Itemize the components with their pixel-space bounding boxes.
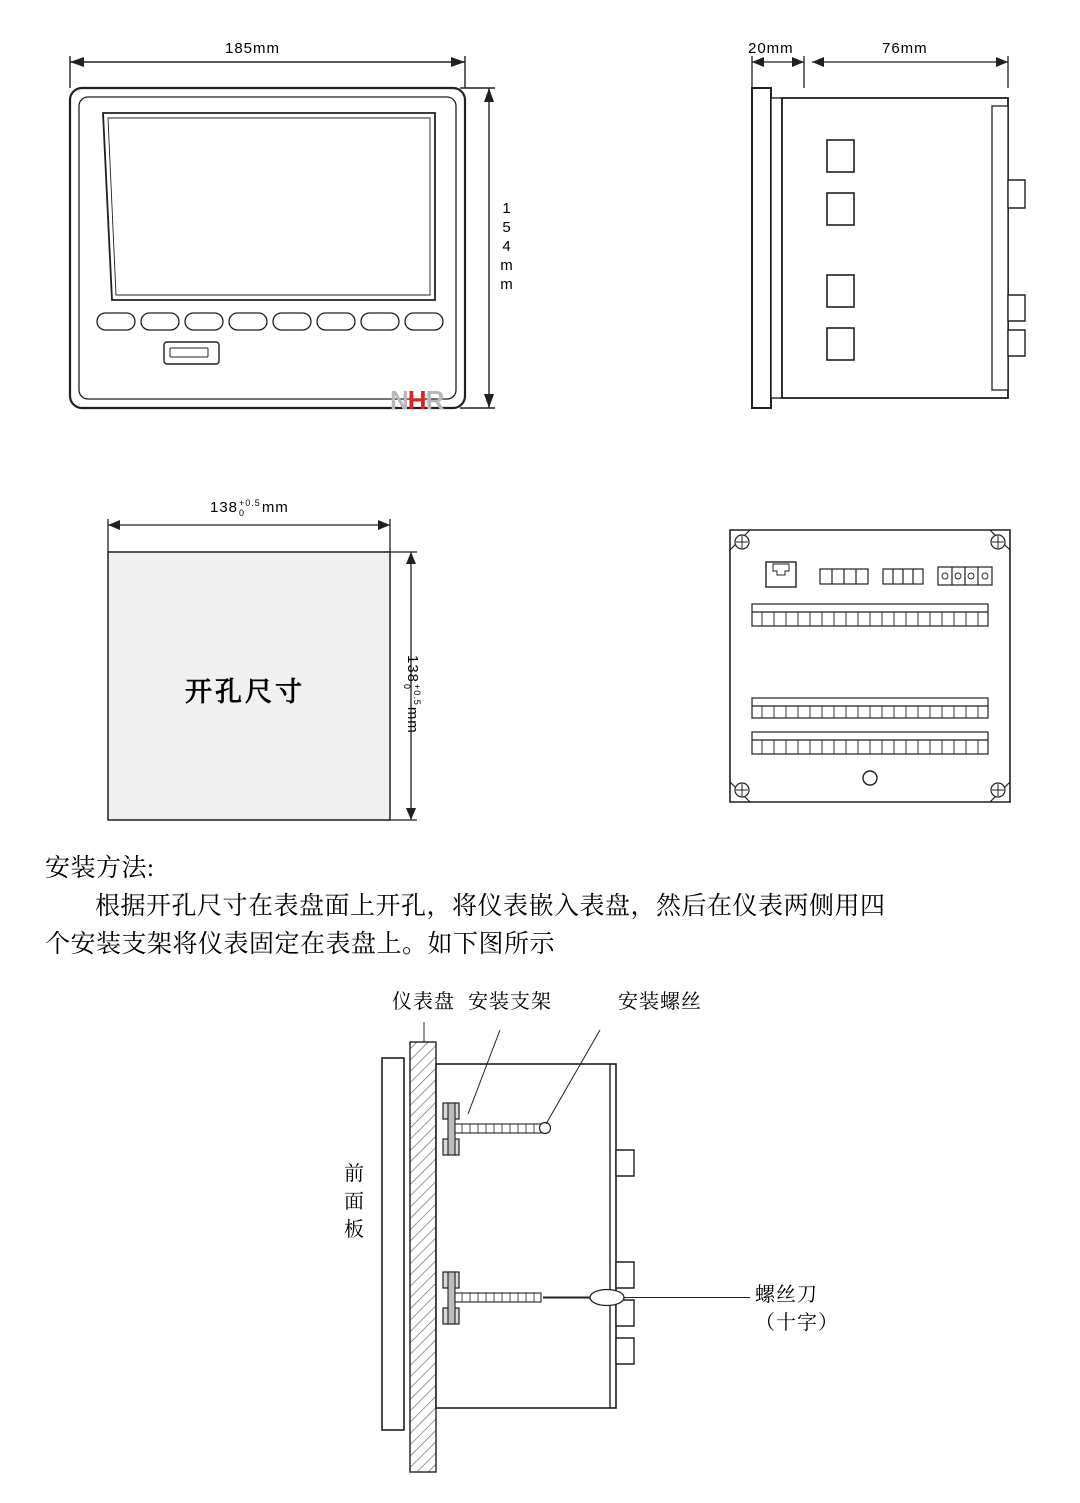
side-body-depth-dimension: 76mm: [882, 40, 928, 57]
front-width-dimension: 185mm: [225, 40, 281, 57]
installation-text-block: [45, 850, 1045, 964]
front-panel-view: [40, 30, 560, 430]
cutout-width-tolerance: [239, 498, 261, 518]
cutout-height-value: 138: [404, 655, 422, 684]
panel-cutout-view: [60, 480, 480, 850]
cutout-height-tolerance: [402, 684, 422, 706]
cutout-width-unit: mm: [261, 498, 289, 516]
cutout-height-dimension: [402, 655, 422, 734]
cutout-height-unit: mm: [404, 706, 422, 734]
cutout-width-tol-upper: +0.5: [239, 498, 261, 508]
ethernet-port: [766, 562, 796, 587]
label-screwdriver-line2: （十字）: [755, 1312, 839, 1334]
label-panel: 仪表盘: [392, 991, 455, 1013]
cutout-height-tol-lower: 0: [402, 684, 412, 691]
rear-terminal-view: [720, 520, 1040, 820]
brand-logo-n: N: [390, 385, 408, 415]
front-height-dimension: 154mm: [498, 200, 515, 295]
cutout-height-tol-upper: +0.5: [412, 684, 422, 706]
cutout-width-dimension: [210, 498, 289, 518]
installation-paragraph-1: 根据开孔尺寸在表盘面上开孔，将仪表嵌入表盘，然后在仪表两侧用四: [95, 893, 886, 920]
section-heading: 安装方法:: [45, 855, 155, 882]
label-front-panel: 前面板: [344, 1163, 364, 1241]
brand-logo-h: H: [407, 385, 426, 415]
side-bezel-depth-dimension: 20mm: [748, 40, 794, 57]
side-profile-view: [720, 30, 1050, 430]
cutout-width-value: 138: [210, 498, 239, 516]
label-screw: 安装螺丝: [618, 991, 702, 1013]
cutout-width-tol-lower: 0: [239, 508, 246, 518]
mounting-method-diagram: [300, 991, 940, 1490]
cutout-label: 开孔尺寸: [185, 677, 305, 707]
label-bracket: 安装支架: [468, 991, 552, 1013]
brand-logo: [390, 385, 443, 416]
label-screwdriver-line1: 螺丝刀: [755, 1284, 818, 1306]
brand-logo-r: R: [425, 385, 444, 415]
installation-paragraph-2: 个安装支架将仪表固定在表盘上。如下图所示: [45, 931, 556, 958]
